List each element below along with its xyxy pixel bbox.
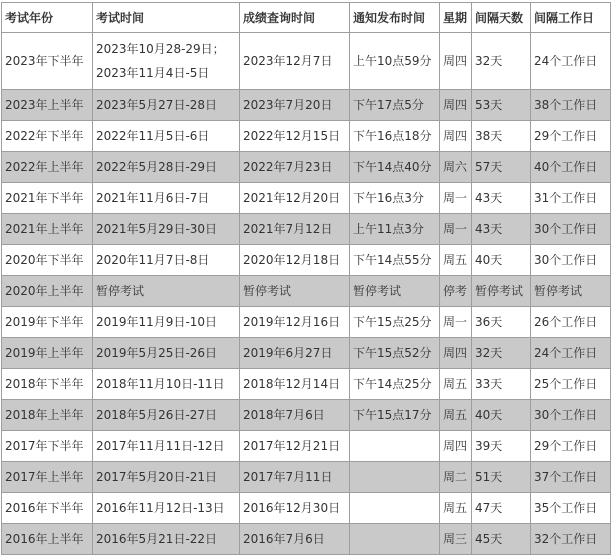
header-exam-year: 考试年份 (2, 3, 93, 33)
cell-gap-workdays: 24个工作日 (531, 338, 611, 369)
header-gap-workdays: 间隔工作日 (531, 3, 611, 33)
cell-score-date: 2021年12月20日 (240, 183, 350, 214)
table-row (2, 462, 611, 493)
cell-score-date: 2018年7月6日 (240, 400, 350, 431)
cell-exam-year: 2022年下半年 (2, 121, 93, 152)
cell-notice-time: 下午14点40分 (350, 152, 440, 183)
cell-exam-year: 2021年上半年 (2, 214, 93, 245)
cell-exam-year: 2021年下半年 (2, 183, 93, 214)
exam-date-line: 2023年10月28-29日； (96, 42, 225, 56)
exam-date-line: 2016年5月21日-22日 (96, 532, 218, 546)
cell-exam-date (93, 33, 240, 90)
exam-date-line: 2017年11月11日-12日 (96, 439, 225, 453)
table-row (2, 307, 611, 338)
cell-score-date: 2020年12月18日 (240, 245, 350, 276)
cell-exam-year: 2017年上半年 (2, 462, 93, 493)
cell-gap-workdays: 40个工作日 (531, 152, 611, 183)
cell-score-date: 2022年12月15日 (240, 121, 350, 152)
exam-date-line: 2020年11月7日-8日 (96, 253, 210, 267)
cell-notice-time: 下午16点18分 (350, 121, 440, 152)
cell-gap-days: 51天 (472, 462, 531, 493)
table-row (2, 524, 611, 555)
exam-date-line: 2018年5月26日-27日 (96, 408, 218, 422)
table-row (2, 400, 611, 431)
cell-gap-days: 43天 (472, 183, 531, 214)
exam-date-line: 2018年11月10日-11日 (96, 377, 225, 391)
cell-gap-workdays: 32个工作日 (531, 524, 611, 555)
cell-notice-time: 下午15点52分 (350, 338, 440, 369)
cell-exam-date (93, 307, 240, 338)
cell-weekday: 周六 (440, 152, 472, 183)
cell-exam-date (93, 369, 240, 400)
cell-weekday: 周四 (440, 33, 472, 90)
cell-gap-days: 45天 (472, 524, 531, 555)
cell-notice-time: 暂停考试 (350, 276, 440, 307)
cell-gap-workdays: 35个工作日 (531, 493, 611, 524)
cell-exam-date (93, 338, 240, 369)
cell-score-date: 2019年6月27日 (240, 338, 350, 369)
exam-date-line: 暂停考试 (96, 284, 145, 298)
cell-weekday: 周四 (440, 121, 472, 152)
table-row (2, 276, 611, 307)
cell-weekday: 周五 (440, 400, 472, 431)
cell-score-date: 2017年7月11日 (240, 462, 350, 493)
exam-date-line: 2023年11月4日-5日 (96, 66, 210, 80)
exam-date-line: 2022年11月5日-6日 (96, 129, 210, 143)
cell-gap-days: 43天 (472, 214, 531, 245)
table-row (2, 214, 611, 245)
header-row (2, 3, 611, 33)
cell-gap-workdays: 30个工作日 (531, 245, 611, 276)
cell-notice-time: 上午11点3分 (350, 214, 440, 245)
cell-exam-year: 2016年下半年 (2, 493, 93, 524)
table-row (2, 431, 611, 462)
cell-exam-date (93, 431, 240, 462)
cell-gap-workdays: 29个工作日 (531, 121, 611, 152)
exam-date-line: 2016年11月12日-13日 (96, 501, 225, 515)
cell-exam-date (93, 245, 240, 276)
table-row (2, 245, 611, 276)
cell-exam-date (93, 90, 240, 121)
cell-gap-days: 47天 (472, 493, 531, 524)
cell-score-date: 2023年12月7日 (240, 33, 350, 90)
cell-exam-date (93, 121, 240, 152)
cell-weekday: 周五 (440, 369, 472, 400)
cell-exam-date (93, 183, 240, 214)
table-row (2, 90, 611, 121)
cell-notice-time (350, 431, 440, 462)
exam-date-line: 2017年5月20日-21日 (96, 470, 218, 484)
header-weekday: 星期 (440, 3, 472, 33)
cell-notice-time: 下午16点3分 (350, 183, 440, 214)
cell-score-date: 2018年12月14日 (240, 369, 350, 400)
cell-notice-time: 上午10点59分 (350, 33, 440, 90)
cell-exam-year: 2022年上半年 (2, 152, 93, 183)
cell-notice-time (350, 524, 440, 555)
cell-exam-year: 2019年下半年 (2, 307, 93, 338)
cell-exam-date (93, 493, 240, 524)
cell-gap-days: 32天 (472, 33, 531, 90)
cell-exam-year: 2016年上半年 (2, 524, 93, 555)
cell-weekday: 周一 (440, 183, 472, 214)
cell-notice-time (350, 493, 440, 524)
cell-score-date: 2016年12月30日 (240, 493, 350, 524)
cell-gap-workdays: 29个工作日 (531, 431, 611, 462)
cell-exam-year: 2023年下半年 (2, 33, 93, 90)
cell-gap-days: 57天 (472, 152, 531, 183)
cell-exam-date (93, 462, 240, 493)
exam-date-line: 2019年11月9日-10日 (96, 315, 218, 329)
cell-weekday: 周一 (440, 214, 472, 245)
cell-exam-date (93, 214, 240, 245)
cell-gap-days: 36天 (472, 307, 531, 338)
exam-date-line: 2021年5月29日-30日 (96, 222, 218, 236)
table-header (2, 3, 611, 33)
cell-gap-days: 53天 (472, 90, 531, 121)
cell-gap-workdays: 37个工作日 (531, 462, 611, 493)
cell-score-date: 2021年7月12日 (240, 214, 350, 245)
cell-exam-year: 2017年下半年 (2, 431, 93, 462)
cell-gap-days: 40天 (472, 400, 531, 431)
cell-exam-date (93, 276, 240, 307)
exam-date-line: 2023年5月27日-28日 (96, 98, 218, 112)
table-row (2, 152, 611, 183)
cell-exam-year: 2023年上半年 (2, 90, 93, 121)
cell-gap-days: 40天 (472, 245, 531, 276)
cell-gap-days: 32天 (472, 338, 531, 369)
cell-weekday: 周五 (440, 245, 472, 276)
cell-exam-date (93, 400, 240, 431)
cell-gap-workdays: 25个工作日 (531, 369, 611, 400)
exam-date-line: 2019年5月25日-26日 (96, 346, 218, 360)
cell-gap-workdays: 30个工作日 (531, 400, 611, 431)
exam-date-line: 2022年5月28日-29日 (96, 160, 218, 174)
cell-exam-year: 2020年下半年 (2, 245, 93, 276)
cell-gap-workdays: 31个工作日 (531, 183, 611, 214)
cell-gap-days: 38天 (472, 121, 531, 152)
cell-weekday: 周二 (440, 462, 472, 493)
cell-score-date: 2019年12月16日 (240, 307, 350, 338)
cell-gap-days: 暂停考试 (472, 276, 531, 307)
table-body (2, 33, 611, 555)
cell-notice-time: 下午15点17分 (350, 400, 440, 431)
cell-weekday: 周一 (440, 307, 472, 338)
cell-weekday: 周三 (440, 524, 472, 555)
cell-score-date: 暂停考试 (240, 276, 350, 307)
cell-score-date: 2016年7月6日 (240, 524, 350, 555)
table-row (2, 183, 611, 214)
table-row (2, 338, 611, 369)
cell-gap-days: 39天 (472, 431, 531, 462)
cell-gap-workdays: 38个工作日 (531, 90, 611, 121)
cell-notice-time: 下午17点5分 (350, 90, 440, 121)
header-exam-date: 考试时间 (93, 3, 240, 33)
cell-exam-year: 2019年上半年 (2, 338, 93, 369)
cell-exam-date (93, 524, 240, 555)
cell-notice-time: 下午14点55分 (350, 245, 440, 276)
table-row (2, 33, 611, 90)
cell-weekday: 周四 (440, 90, 472, 121)
cell-gap-workdays: 30个工作日 (531, 214, 611, 245)
cell-weekday: 停考 (440, 276, 472, 307)
table-row (2, 493, 611, 524)
cell-score-date: 2023年7月20日 (240, 90, 350, 121)
cell-score-date: 2017年12月21日 (240, 431, 350, 462)
cell-gap-workdays: 暂停考试 (531, 276, 611, 307)
cell-score-date: 2022年7月23日 (240, 152, 350, 183)
cell-gap-days: 33天 (472, 369, 531, 400)
header-gap-days: 间隔天数 (472, 3, 531, 33)
cell-notice-time (350, 462, 440, 493)
header-score-date: 成绩查询时间 (240, 3, 350, 33)
cell-exam-year: 2020年上半年 (2, 276, 93, 307)
cell-gap-workdays: 24个工作日 (531, 33, 611, 90)
cell-gap-workdays: 26个工作日 (531, 307, 611, 338)
cell-weekday: 周五 (440, 493, 472, 524)
cell-weekday: 周四 (440, 338, 472, 369)
cell-weekday: 周四 (440, 431, 472, 462)
cell-exam-date (93, 152, 240, 183)
table-row (2, 369, 611, 400)
cell-notice-time: 下午15点25分 (350, 307, 440, 338)
cell-notice-time: 下午14点25分 (350, 369, 440, 400)
cell-exam-year: 2018年上半年 (2, 400, 93, 431)
score-release-table (1, 2, 611, 555)
exam-date-line: 2021年11月6日-7日 (96, 191, 210, 205)
header-notice-time: 通知发布时间 (350, 3, 440, 33)
table-row (2, 121, 611, 152)
cell-exam-year: 2018年下半年 (2, 369, 93, 400)
